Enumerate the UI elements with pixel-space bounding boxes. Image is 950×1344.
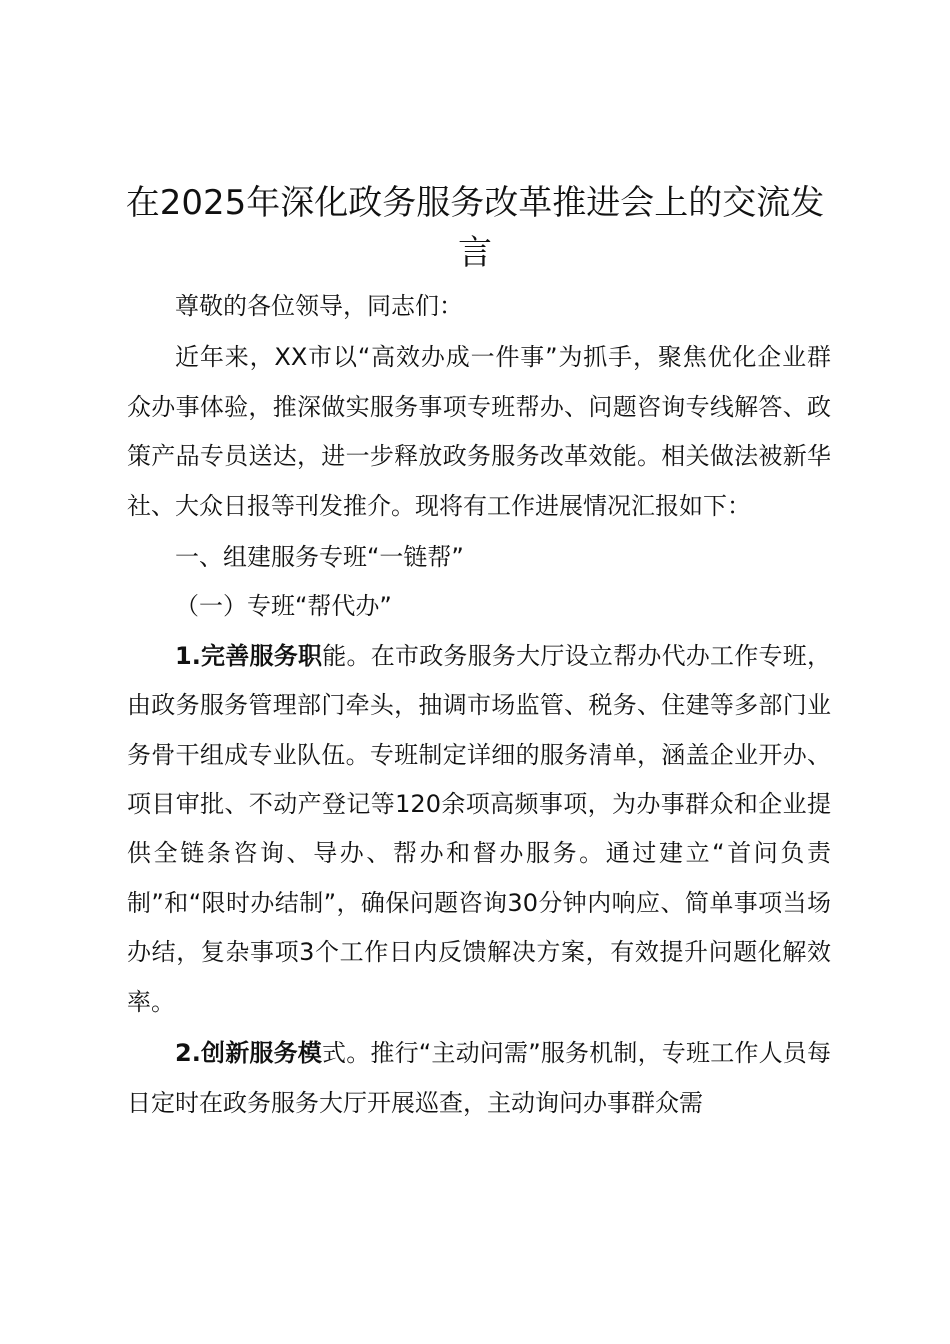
document-title: 在2025年深化政务服务改革推进会上的交流发言 <box>125 183 825 273</box>
section-heading: 一、组建服务专班“一链帮” <box>175 543 464 572</box>
document-body <box>127 282 831 1128</box>
item-1-lead: 1.完善服务职 <box>175 641 323 670</box>
greeting: 尊敬的各位领导，同志们： <box>175 292 463 320</box>
item-2-lead: 2.创新服务模 <box>175 1039 322 1068</box>
item-paragraph-2 <box>127 1029 831 1128</box>
item-2-text: 式。推行“主动问需”服务机制，专班工作人员每日定时在政务服务大厅开展巡查，主动询问办事群众需 <box>127 1039 831 1117</box>
subsection-heading: （一）专班“帮代办” <box>175 592 392 621</box>
item-1-text: 能。在市政务服务大厅设立帮办代办工作专班，由政务服务管理部门牵头，抽调市场监管、税务、住建等多部门业务骨干组成专业队伍。专班制定详细的服务清单，涵盖企业开办、项目审批、不动产登记等120余项高频事项，为办事群众和企业提供全链条咨询、导办、帮办和督办服务。通过建立“首问负责制”和“限时办结制”，确保问题咨询30分钟内响应、简单事项当场办结，复杂事项3个工作日内反馈解决方案，有效提升问题化解效率。 <box>127 641 831 1016</box>
item-paragraph-1 <box>127 632 831 1027</box>
intro-paragraph: 近年来，XX市以“高效办成一件事”为抓手，聚焦优化企业群众办事体验，推深做实服务事项专班帮办、问题咨询专线解答、政策产品专员送达，进一步释放政务服务改革效能。相关做法被新华社、大众日报等刊发推介。现将有工作进展情况汇报如下： <box>127 343 831 520</box>
